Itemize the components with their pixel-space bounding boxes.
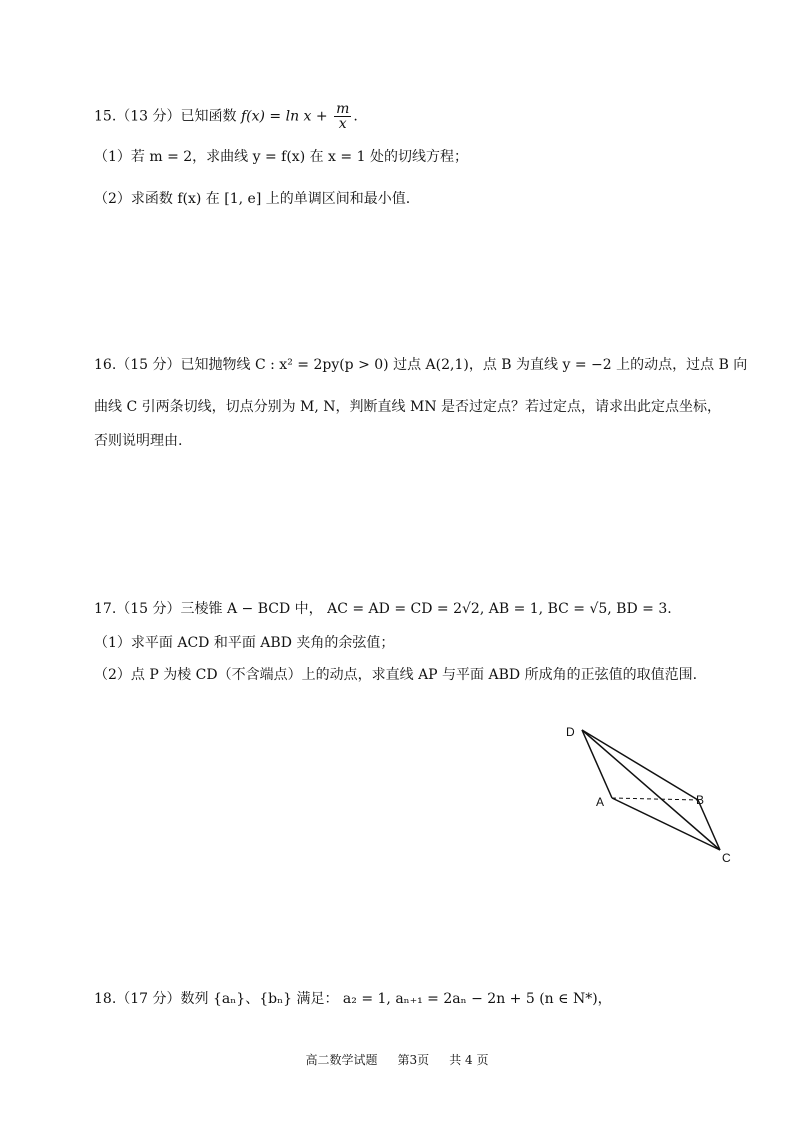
label-vertex-b: B bbox=[696, 793, 705, 807]
question-16-line-1: 16.（15 分）已知抛物线 C : x² = 2py(p > 0) 过点 A(2,1)，点 B 为直线 y = −2 上的动点，过点 B 向 bbox=[94, 357, 748, 373]
footer-page-number: 第3页 bbox=[397, 1053, 430, 1067]
question-15-part-2: （2）求函数 f(x) 在 [1, e] 上的单调区间和最小值. bbox=[94, 191, 411, 207]
question-15-period: . bbox=[353, 108, 358, 125]
page-footer bbox=[0, 1052, 794, 1068]
question-17-part-2: （2）点 P 为棱 CD（不含端点）上的动点，求直线 AP 与平面 ABD 所成角的正弦值的取值范围. bbox=[94, 667, 698, 683]
question-15-part-1: （1）若 m = 2，求曲线 y = f(x) 在 x = 1 处的切线方程； bbox=[94, 149, 468, 165]
fraction-denominator: x bbox=[338, 116, 347, 132]
question-16-line-2: 曲线 C 引两条切线，切点分别为 M, N，判断直线 MN 是否过定点？若过定点，请求出此定点坐标， bbox=[94, 399, 722, 415]
question-15-stem bbox=[94, 102, 358, 131]
edge-ab-hidden bbox=[612, 798, 698, 800]
edge-dc bbox=[582, 730, 720, 850]
tetrahedron-figure bbox=[550, 720, 750, 870]
edge-db bbox=[582, 730, 698, 800]
label-vertex-a: A bbox=[596, 795, 605, 809]
fraction-m-over-x bbox=[334, 102, 351, 131]
edge-bc bbox=[698, 800, 720, 850]
question-17-stem: 17.（15 分）三棱锥 A − BCD 中， AC = AD = CD = 2√2, AB = 1, BC = √5, BD = 3. bbox=[94, 601, 672, 617]
label-vertex-c: C bbox=[722, 851, 731, 865]
question-16-line-3: 否则说明理由. bbox=[94, 433, 183, 449]
label-vertex-d: D bbox=[566, 725, 575, 739]
fraction-numerator: m bbox=[336, 101, 350, 117]
question-18-stem: 18.（17 分）数列 {aₙ}、{bₙ} 满足： a₂ = 1, aₙ₊₁ = 2aₙ − 2n + 5 (n ∈ N*)， bbox=[94, 991, 612, 1007]
edge-da bbox=[582, 730, 612, 798]
footer-subject: 高二数学试题 bbox=[305, 1053, 378, 1067]
question-17-part-1: （1）求平面 ACD 和平面 ABD 夹角的余弦值； bbox=[94, 635, 395, 651]
question-15-prefix: 15.（13 分）已知函数 bbox=[94, 108, 241, 125]
question-15-function: f(x) = ln x + bbox=[240, 108, 333, 125]
footer-total-pages: 共 4 页 bbox=[449, 1053, 489, 1067]
